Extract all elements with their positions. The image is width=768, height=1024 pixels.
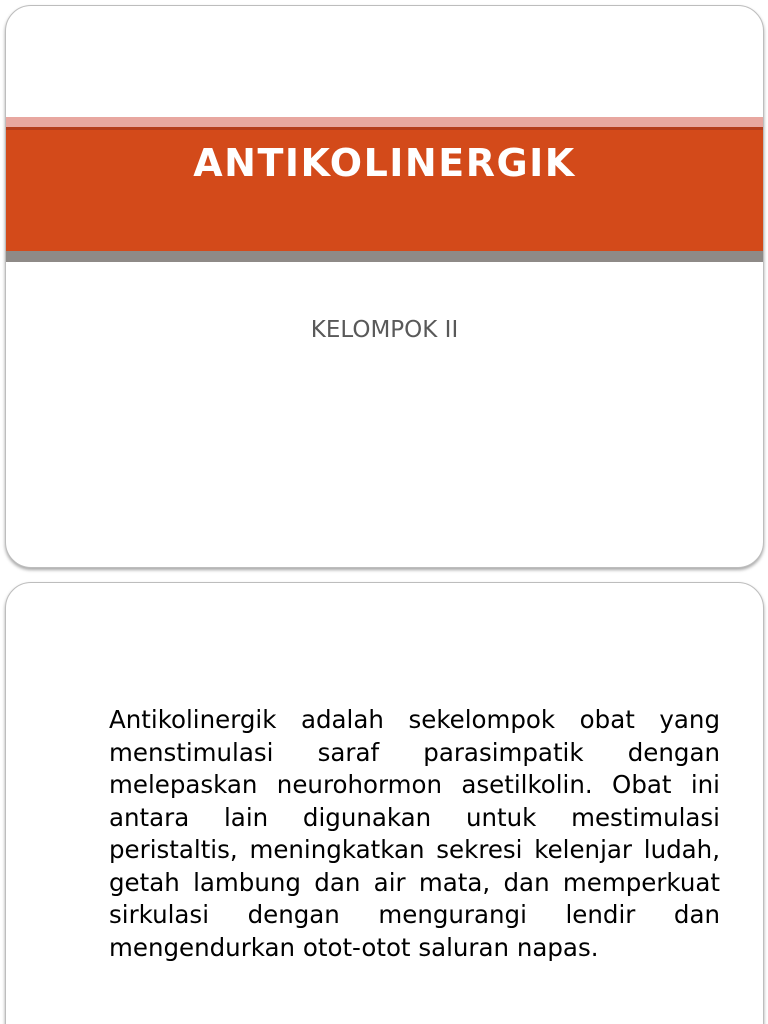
content-slide <box>5 582 764 1024</box>
title-slide <box>5 5 764 568</box>
definition-paragraph: Antikolinergik adalah sekelompok obat yang menstimulasi saraf parasimpatik dengan melepaskan neurohormon asetilkolin. Obat ini antara lain digunakan untuk mestimulasi peristaltis, meningkatkan sekresi kelenjar ludah, getah lambung dan air mata, dan memperkuat sirkulasi dengan mengurangi lendir dan mengendurkan otot-otot saluran napas. <box>109 705 720 962</box>
slide-subtitle: KELOMPOK II <box>310 317 459 343</box>
slide-title: ANTIKOLINERGIK <box>193 141 576 185</box>
title-band-bottom-stripe <box>6 251 763 262</box>
